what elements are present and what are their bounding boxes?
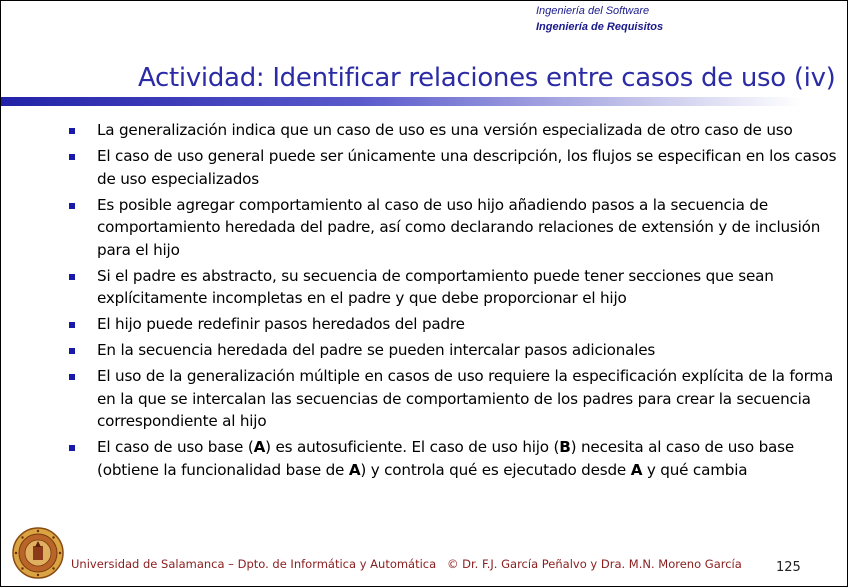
bullet-item: El uso de la generalización múltiple en casos de uso requiere la especificación explícita de la forma en la que se intercalan las secuencias de comportamiento de los padres para crear la secuencia correspondiente al hijo — [67, 365, 837, 433]
course-header — [536, 3, 663, 35]
course-name: Ingeniería del Software — [536, 5, 650, 17]
bullet-item-last: El caso de uso base (A) es autosuficiente. El caso de uso hijo (B) necesita al caso de uso base (obtiene la funcionalidad base de A) y controla qué es ejecutado desde A y qué cambia — [67, 436, 837, 481]
slide-title: Actividad: Identificar relaciones entre casos de uso (iv) — [138, 63, 836, 93]
bullet-square-icon — [69, 445, 75, 451]
bullet-item: Si el padre es abstracto, su secuencia de comportamiento puede tener secciones que sean explícitamente incompletas en el padre y que debe proporcionar el hijo — [67, 265, 837, 310]
footer-authors: © Dr. F.J. García Peñalvo y Dra. M.N. Moreno García — [447, 557, 742, 571]
bullet-square-icon — [69, 274, 75, 280]
university-seal-icon — [12, 527, 64, 579]
bullet-square-icon — [69, 128, 75, 134]
bullet-item: La generalización indica que un caso de uso es una versión especializada de otro caso de uso — [67, 119, 837, 142]
bullet-item: En la secuencia heredada del padre se pueden intercalar pasos adicionales — [67, 339, 837, 362]
bullet-item: El hijo puede redefinir pasos heredados del padre — [67, 313, 837, 336]
bullet-square-icon — [69, 203, 75, 209]
course-module: Ingeniería de Requisitos — [536, 21, 664, 33]
bullet-list — [67, 119, 837, 485]
title-underline-bar — [1, 97, 801, 106]
bullet-item: El caso de uso general puede ser únicamente una descripción, los flujos se especifican en los casos de uso especializados — [67, 145, 837, 190]
bullet-square-icon — [69, 348, 75, 354]
page-number: 125 — [776, 560, 801, 575]
footer-institution: Universidad de Salamanca – Dpto. de Informática y Automática — [71, 557, 437, 571]
bullet-square-icon — [69, 374, 75, 380]
bullet-item: Es posible agregar comportamiento al caso de uso hijo añadiendo pasos a la secuencia de comportamiento heredada del padre, así como declarando relaciones de extensión y de inclusión para el hijo — [67, 194, 837, 262]
bullet-square-icon — [69, 154, 75, 160]
bullet-square-icon — [69, 322, 75, 328]
